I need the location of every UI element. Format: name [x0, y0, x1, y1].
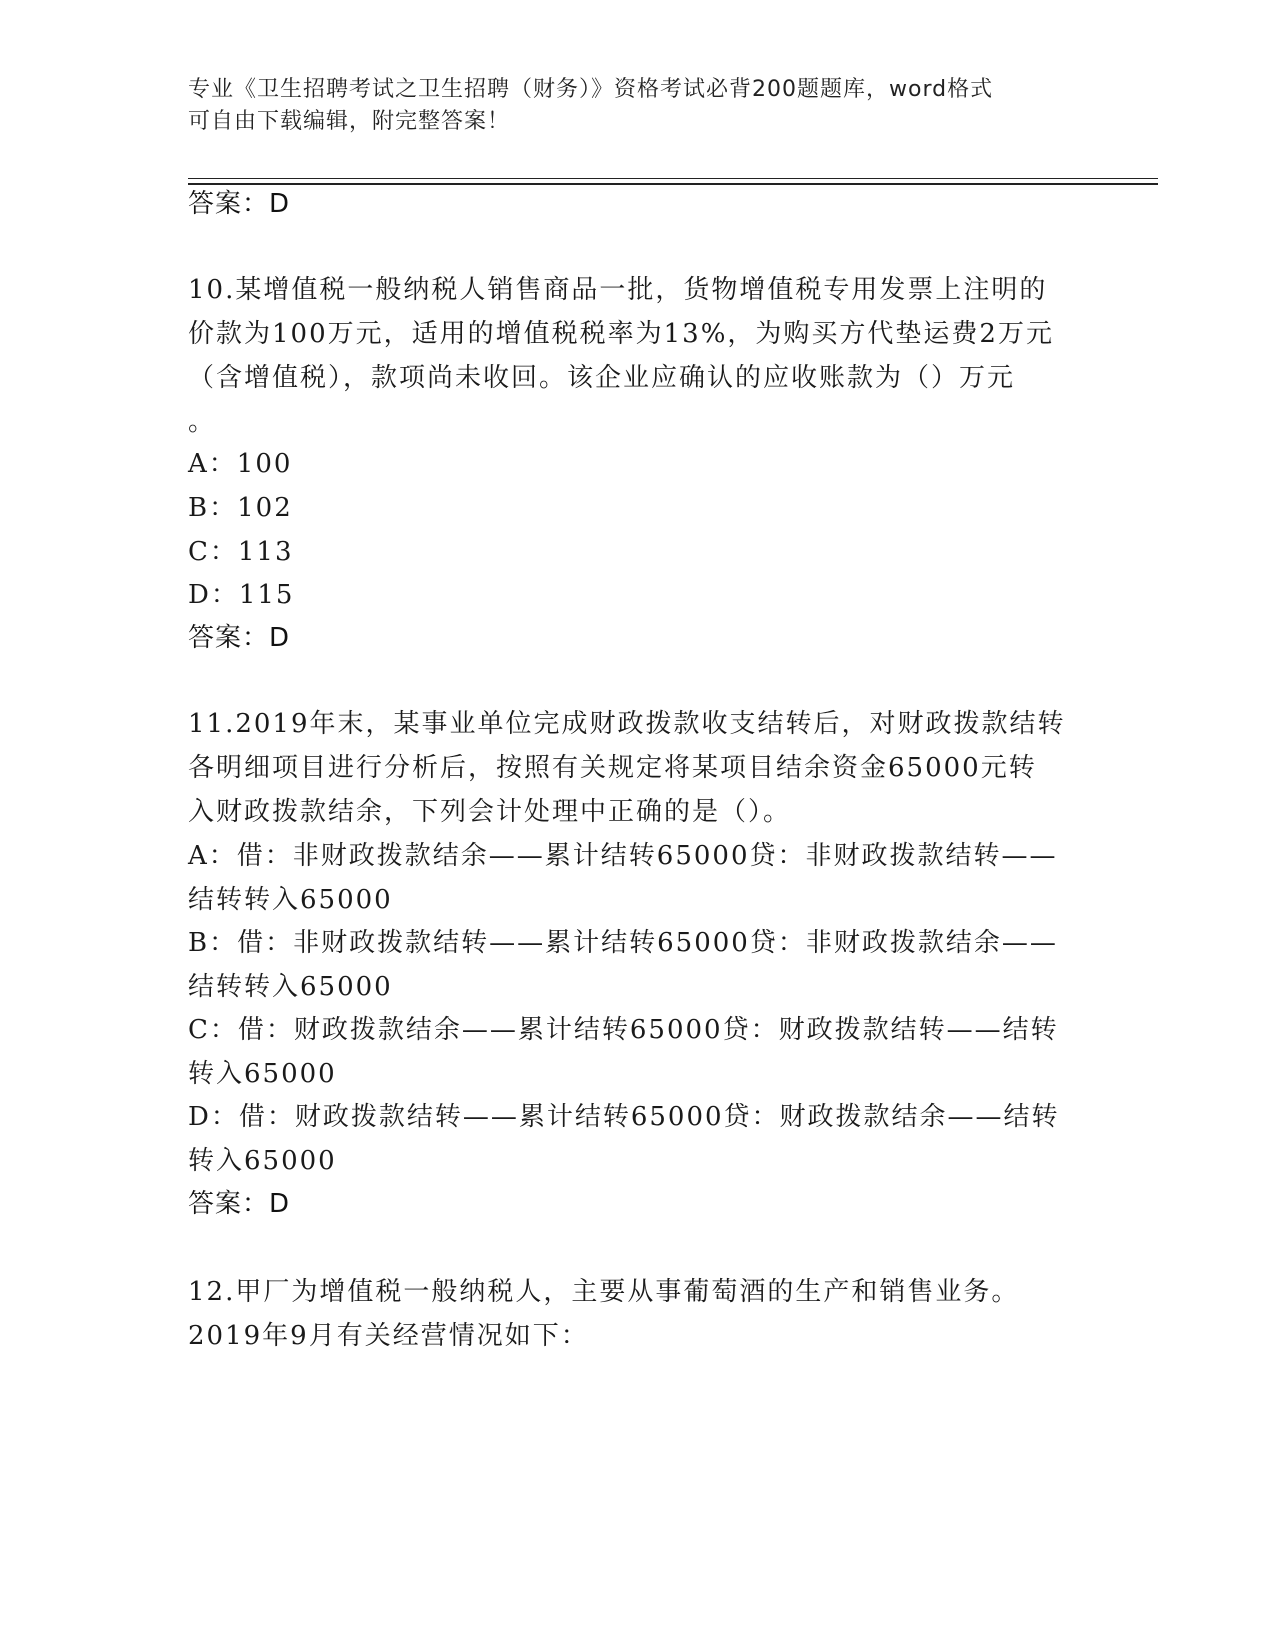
question-11-option-b: B：借：非财政拨款结转——累计结转65000贷：非财政拨款结余——	[188, 928, 1058, 958]
question-11-option-d-cont: 转入65000	[188, 1146, 337, 1176]
question-11-option-c: C：借：财政拨款结余——累计结转65000贷：财政拨款结转——结转	[188, 1015, 1059, 1045]
header-line-2: 可自由下载编辑，附完整答案！	[188, 109, 511, 134]
question-11-stem-line: 11.2019年末，某事业单位完成财政拨款收支结转后，对财政拨款结转	[188, 709, 1066, 739]
question-11-option-d: D：借：财政拨款结转——累计结转65000贷：财政拨款结余——结转	[188, 1102, 1060, 1132]
header-divider-thick	[188, 183, 1158, 185]
question-11-stem-line: 各明细项目进行分析后，按照有关规定将某项目结余资金65000元转	[188, 753, 1037, 783]
question-10-option-d: D：115	[188, 580, 295, 610]
question-12-stem-line: 12.甲厂为增值税一般纳税人，主要从事葡萄酒的生产和销售业务。	[188, 1277, 1020, 1307]
question-11-option-a-cont: 结转转入65000	[188, 885, 393, 915]
question-10-stem-line: 10.某增值税一般纳税人销售商品一批，货物增值税专用发票上注明的	[188, 275, 1048, 305]
question-10-option-a: A：100	[188, 449, 293, 479]
question-12-stem-line: 2019年9月有关经营情况如下：	[188, 1321, 589, 1351]
header-divider-thin	[188, 178, 1158, 179]
question-10-option-c: C：113	[188, 537, 294, 567]
question-11-option-c-cont: 转入65000	[188, 1059, 337, 1089]
question-11-option-a: A：借：非财政拨款结余——累计结转65000贷：非财政拨款结转——	[188, 841, 1058, 871]
question-11-answer: 答案：D	[188, 1189, 291, 1219]
question-10-stem-line: 价款为100万元，适用的增值税税率为13%，为购买方代垫运费2万元	[188, 319, 1054, 349]
question-11-option-b-cont: 结转转入65000	[188, 972, 393, 1002]
answer-line: 答案：D	[188, 189, 291, 219]
question-11-stem-line: 入财政拨款结余，下列会计处理中正确的是（）。	[188, 797, 792, 827]
question-10-answer: 答案：D	[188, 623, 291, 653]
header-line-1: 专业《卫生招聘考试之卫生招聘（财务）》资格考试必背200题题库，word格式	[188, 77, 994, 102]
question-10-option-b: B：102	[188, 493, 293, 523]
question-10-stem-line: （含增值税），款项尚未收回。该企业应确认的应收账款为（）万元	[188, 363, 1016, 393]
page-header	[188, 74, 1088, 138]
question-10-stem-line: 。	[188, 407, 217, 437]
